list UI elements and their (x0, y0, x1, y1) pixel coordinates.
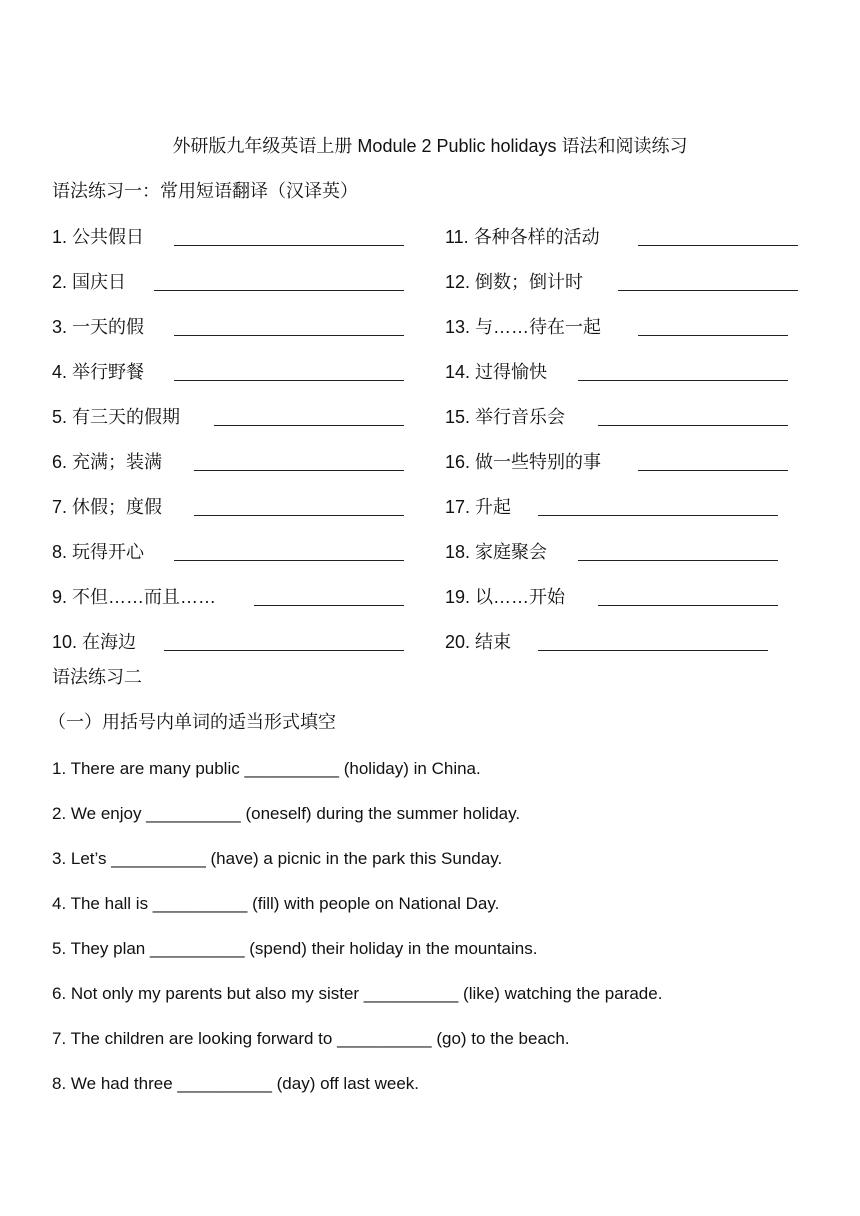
phrase-item-20: 20. 结束 (445, 632, 512, 652)
phrase-item-14: 14. 过得愉快 (445, 362, 548, 382)
answer-blank-18[interactable] (578, 560, 778, 561)
phrase-item-11: 11. 各种各样的活动 (445, 227, 600, 247)
phrase-item-6: 6. 充满；装满 (52, 452, 163, 472)
phrase-item-15: 15. 举行音乐会 (445, 407, 566, 427)
answer-blank-8[interactable] (174, 560, 404, 561)
fill-sentence-2: 2. We enjoy __________ (oneself) during the summer holiday. (52, 804, 521, 823)
phrase-item-9: 9. 不但……而且…… (52, 587, 217, 607)
phrase-item-18: 18. 家庭聚会 (445, 542, 548, 562)
answer-blank-14[interactable] (578, 380, 788, 381)
section2-heading: 语法练习二 (52, 667, 142, 687)
fill-sentence-3: 3. Let’s __________ (have) a picnic in the park this Sunday. (52, 849, 503, 868)
answer-blank-11[interactable] (638, 245, 798, 246)
fill-sentence-8: 8. We had three __________ (day) off last week. (52, 1074, 420, 1093)
answer-blank-5[interactable] (214, 425, 404, 426)
answer-blank-3[interactable] (174, 335, 404, 336)
fill-sentence-1: 1. There are many public __________ (holiday) in China. (52, 759, 481, 778)
section1-heading: 语法练习一：常用短语翻译（汉译英） (52, 181, 358, 201)
phrase-item-4: 4. 举行野餐 (52, 362, 145, 382)
phrase-item-13: 13. 与……待在一起 (445, 317, 602, 337)
fill-sentence-4: 4. The hall is __________ (fill) with people on National Day. (52, 894, 500, 913)
answer-blank-2[interactable] (154, 290, 404, 291)
phrase-item-7: 7. 休假；度假 (52, 497, 163, 517)
answer-blank-1[interactable] (174, 245, 404, 246)
phrase-item-5: 5. 有三天的假期 (52, 407, 181, 427)
phrase-item-3: 3. 一天的假 (52, 317, 145, 337)
fill-sentence-6: 6. Not only my parents but also my sister __________ (like) watching the parade. (52, 984, 663, 1003)
phrase-item-16: 16. 做一些特别的事 (445, 452, 602, 472)
answer-blank-17[interactable] (538, 515, 778, 516)
fill-sentence-5: 5. They plan __________ (spend) their holiday in the mountains. (52, 939, 538, 958)
answer-blank-16[interactable] (638, 470, 788, 471)
phrase-item-1: 1. 公共假日 (52, 227, 145, 247)
answer-blank-19[interactable] (598, 605, 778, 606)
phrase-item-17: 17. 升起 (445, 497, 512, 517)
phrase-item-12: 12. 倒数；倒计时 (445, 272, 584, 292)
section2-subheading: （一）用括号内单词的适当形式填空 (48, 712, 336, 732)
phrase-item-19: 19. 以……开始 (445, 587, 566, 607)
phrase-item-2: 2. 国庆日 (52, 272, 127, 292)
answer-blank-6[interactable] (194, 470, 404, 471)
answer-blank-12[interactable] (618, 290, 798, 291)
answer-blank-9[interactable] (254, 605, 404, 606)
answer-blank-7[interactable] (194, 515, 404, 516)
answer-blank-10[interactable] (164, 650, 404, 651)
answer-blank-13[interactable] (638, 335, 788, 336)
answer-blank-4[interactable] (174, 380, 404, 381)
page-title: 外研版九年级英语上册 Module 2 Public holidays 语法和阅读练习 (172, 136, 688, 156)
phrase-item-8: 8. 玩得开心 (52, 542, 145, 562)
phrase-item-10: 10. 在海边 (52, 632, 137, 652)
answer-blank-20[interactable] (538, 650, 768, 651)
answer-blank-15[interactable] (598, 425, 788, 426)
fill-sentence-7: 7. The children are looking forward to __________ (go) to the beach. (52, 1029, 570, 1048)
